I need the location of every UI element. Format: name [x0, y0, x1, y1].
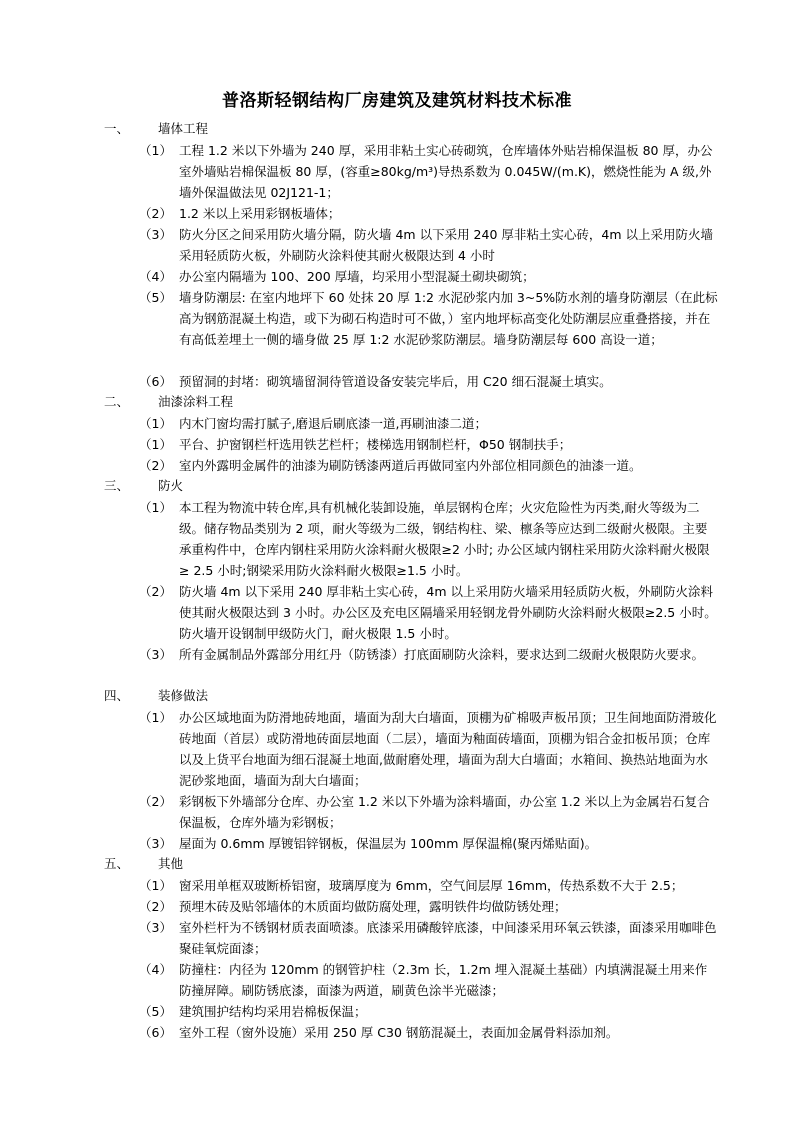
- item-text: 室外工程（窗外设施）采用 250 厚 C30 钢筋混凝土，表面加金属骨料添加剂。: [179, 1025, 619, 1040]
- item-number: （1）: [139, 500, 172, 515]
- item-text: 防撞柱：内径为 120mm 的钢管护柱（2.3m 长，1.2m 埋入混凝土基础）内填满混凝土用来作防撞屏障。刷防锈底漆，面漆为两道，刷黄色涂半光磁漆；: [179, 962, 708, 998]
- item-text: 室内外露明金属件的油漆为刷防锈漆两道后再做同室内外部位相同颜色的油漆一道。: [179, 458, 642, 473]
- section-title: 油漆涂料工程: [158, 394, 234, 409]
- item-text: 防火分区之间采用防火墙分隔，防火墙 4m 以下采用 240 厚非粘土实心砖，4m 以上采用防火墙采用轻质防火板，外刷防火涂料使其耐火极限达到 4 小时: [179, 227, 713, 263]
- item-number: （2）: [139, 899, 172, 914]
- item-text: 墙身防潮层: 在室内地坪下 60 处抹 20 厚 1:2 水泥砂浆内加 3~5%防水剂的墙身防潮层（在此标高为钢筋混凝土构造，或下为砌石构造时可不做，）室内地坪标高变化处防潮层应重叠搭接，并在有高低差埋土一侧的墙身做 25 厚 1:2 水泥砂浆防潮层。墙身防潮层每 600 高设一道；: [179, 290, 718, 347]
- item-text: 平台、护窗钢栏杆选用铁艺栏杆；楼梯选用钢制栏杆，Φ50 钢制扶手；: [179, 437, 572, 452]
- item-number: （2）: [139, 206, 172, 221]
- section-heading: [104, 476, 183, 496]
- item-text: 防火墙 4m 以下采用 240 厚非粘土实心砖，4m 以上采用防火墙采用轻质防火板，外刷防火涂料使其耐火极限达到 3 小时。办公区及充电区隔墙采用轻钢龙骨外刷防火涂料耐火极限≥2.5 小时。防火墙开设钢制甲级防火门，耐火极限 1.5 小时。: [179, 584, 717, 641]
- item-text: 室外栏杆为不锈钢材质表面喷漆。底漆采用磷酸锌底漆，中间漆采用环氧云铁漆，面漆采用咖啡色聚硅氧烷面漆；: [179, 920, 717, 956]
- section-number: 三、: [104, 478, 130, 493]
- item-text: 工程 1.2 米以下外墙为 240 厚，采用非粘土实心砖砌筑，仓库墙体外贴岩棉保温板 80 厚，办公室外墙贴岩棉保温板 80 厚，(容重≥80kg/m³)导热系数为 0.045W/(m.K)，燃烧性能为 A 级,外墙外保温做法见 02J121-1；: [179, 143, 713, 200]
- item-text: 建筑围护结构均采用岩棉板保温；: [179, 1004, 367, 1019]
- item-number: （1）: [139, 143, 172, 158]
- section-number: 二、: [104, 394, 130, 409]
- item-text: 预埋木砖及贴邻墙体的木质面均做防腐处理，露明铁件均做防锈处理；: [179, 899, 567, 914]
- section-title: 墙体工程: [158, 121, 209, 136]
- item-text: 本工程为物流中转仓库,具有机械化装卸设施，单层钢构仓库；火灾危险性为丙类,耐火等级为二级。储存物品类别为 2 项，耐火等级为二级，钢结构柱、梁、檩条等应达到二级耐火极限。主要承重构件中，仓库内钢柱采用防火涂料耐火极限≥2 小时; 办公区域内钢柱采用防火涂料耐火极限≥ 2.5 小时;钢梁采用防火涂料耐火极限≥1.5 小时。: [179, 500, 710, 578]
- item-number: （1）: [139, 437, 172, 452]
- item-text: 1.2 米以上采用彩钢板墙体；: [179, 206, 341, 221]
- item-text: 内木门窗均需打腻子,磨退后刷底漆一道,再刷油漆二道；: [179, 416, 487, 431]
- item-text: 办公室内隔墙为 100、200 厚墙，均采用小型混凝土砌块砌筑；: [179, 269, 535, 284]
- item-number: （3）: [139, 920, 172, 935]
- item-number: （2）: [139, 584, 172, 599]
- section-number: 四、: [104, 688, 130, 703]
- item-number: （3）: [139, 647, 172, 662]
- item-number: （4）: [139, 962, 172, 977]
- section-title: 防火: [158, 478, 184, 493]
- item-number: （2）: [139, 794, 172, 809]
- section-title: 其他: [158, 856, 184, 871]
- section-heading: [104, 119, 208, 139]
- item-text: 彩钢板下外墙部分仓库、办公室 1.2 米以下外墙为涂料墙面，办公室 1.2 米以上为金属岩石复合保温板，仓库外墙为彩钢板；: [179, 794, 710, 830]
- section-heading: [104, 854, 183, 874]
- item-text: 窗采用单框双玻断桥铝窗，玻璃厚度为 6mm，空气间层厚 16mm，传热系数不大于 2.5；: [179, 878, 684, 893]
- item-text: 预留洞的封堵：砌筑墙留洞待管道设备安装完毕后，用 C20 细石混凝土填实。: [179, 374, 612, 389]
- section-heading: [104, 686, 208, 706]
- section-title: 装修做法: [158, 688, 209, 703]
- item-text: 办公区域地面为防滑地砖地面，墙面为刮大白墙面，顶棚为矿棉吸声板吊顶；卫生间地面防滑玻化砖地面（首层）或防滑地砖面层地面（二层），墙面为釉面砖墙面，顶棚为铝合金扣板吊顶；仓库以及上货平台地面为细石混凝土地面,做耐磨处理，墙面为刮大白墙面；水箱间、换热站地面为水泥砂浆地面，墙面为刮大白墙面；: [179, 710, 717, 788]
- item-number: （4）: [139, 269, 172, 284]
- section-number: 五、: [104, 856, 130, 871]
- page-title: 普洛斯轻钢结构厂房建筑及建筑材料技术标准: [222, 91, 572, 111]
- item-number: （6）: [139, 1025, 172, 1040]
- item-text: 所有金属制品外露部分用红丹（防锈漆）打底面刷防火涂料，要求达到二级耐火极限防火要求。: [179, 647, 705, 662]
- item-number: （5）: [139, 1004, 172, 1019]
- item-number: （5）: [139, 290, 172, 305]
- item-number: （2）: [139, 458, 172, 473]
- item-number: （1）: [139, 878, 172, 893]
- item-number: （6）: [139, 374, 172, 389]
- item-number: （3）: [139, 227, 172, 242]
- section-heading: [104, 392, 233, 412]
- item-number: （1）: [139, 710, 172, 725]
- item-number: （1）: [139, 416, 172, 431]
- item-text: 屋面为 0.6mm 厚镀铝锌钢板，保温层为 100mm 厚保温棉(聚丙烯贴面)。: [179, 836, 598, 851]
- section-number: 一、: [104, 121, 130, 136]
- item-number: （3）: [139, 836, 172, 851]
